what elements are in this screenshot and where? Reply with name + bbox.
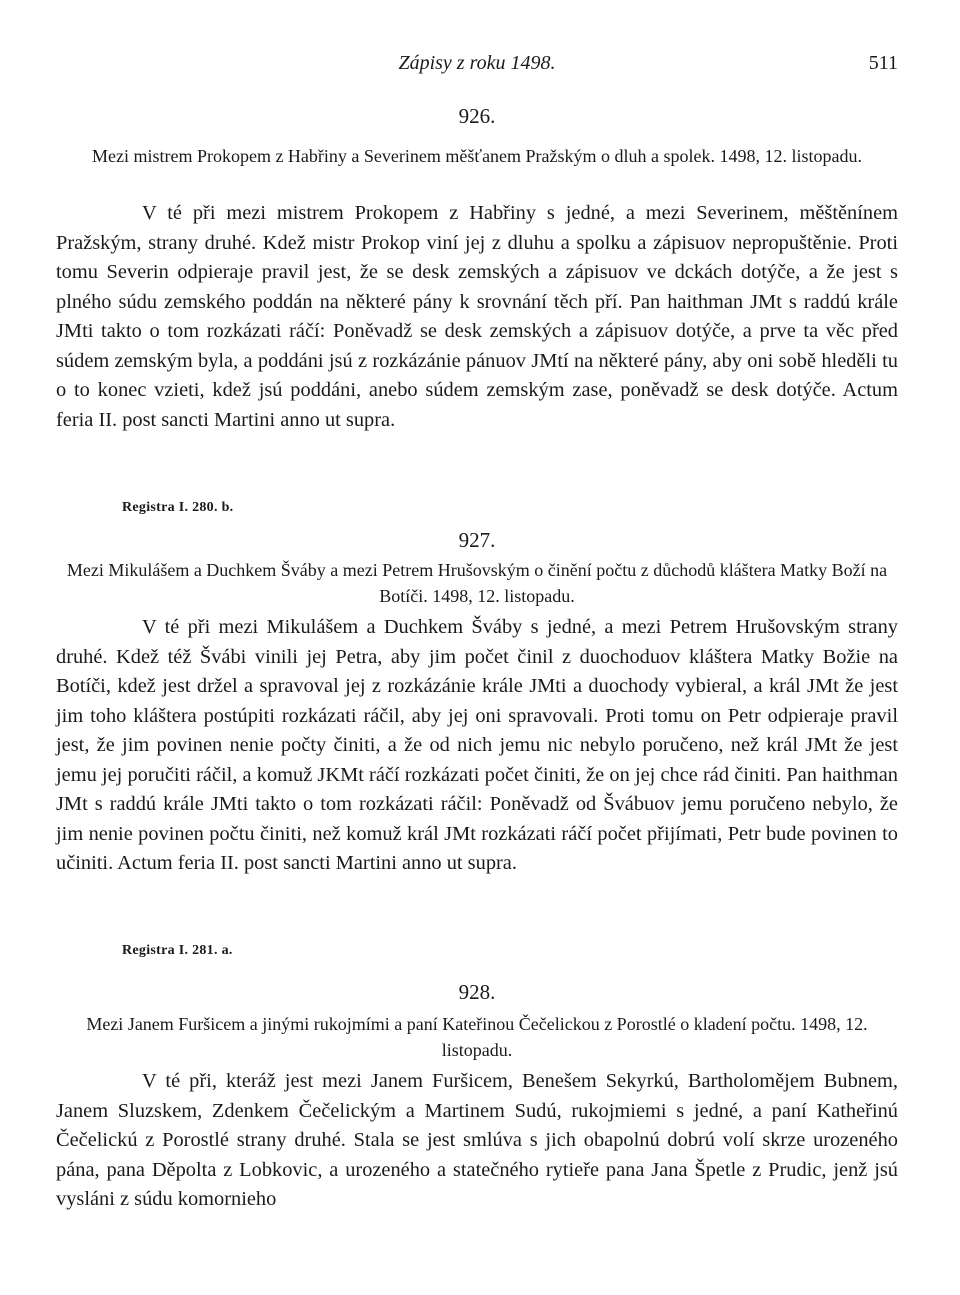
entry-number: 927.	[458, 528, 496, 552]
entry-text: V té při mezi Mikulášem a Duchkem Šváby s jedné, a mezi Petrem Hrušovským strany druhé. Kdež též Švábi vinili jej Petra, aby jim počet činil z duochoduov kláštera Matky Božie na Botíči, kdež jest držel a spravoval jej z rozkázánie krále JMti a duochody vybieral, a král JMt že jest jim toho kláštera postúpiti rozkázati ráčil, aby jej oni spravovali. Proti tomu on Petr odpieraje pravil jest, že jim povinen nenie počty činiti, a že od nich jemu nic nebylo poručeno, než král JMt že jest jemu jej poručiti ráčil, a komuž JKMt ráčí rozkázati počet činiti, že on jej chce rád činiti. Pan haithman JMt s raddú krále JMti takto o tom rozkázati ráčil: Poněvadž od Švábuov jemu poručeno nebylo, že jim nenie povinen počtu činiti, než komuž král JMt rozkázati ráčí počet přijímati, Petr bude povinen to učiniti. Actum feria II. post sancti Martini anno ut supra.	[56, 616, 898, 874]
entry-number: 928.	[458, 980, 496, 1004]
entry-number: 926.	[458, 104, 496, 128]
entry-text: V té při mezi mistrem Prokopem z Habřiny s jedné, a mezi Severinem, měštěnínem Pražským, strany druhé. Kdež mistr Prokop viní jej z dluhu a spolku a zápisuov nepropuštěnie. Proti tomu Severin odpieraje pravil jest, že se desk zemských a zápisuov ve dckách dotýče, a že jest s plného súdu zemského poddán na některé pány k srovnání těch pří. Pan haithman JMt s raddú krále JMti takto o tom rozkázati ráčí: Poněvadž se desk zemských a zápisuov dotýče, a prve ta věc před súdem zemským byla, a poddáni jsú z rozkázánie pánuov JMtí na některé pány, aby oni sobě hleděli tu o to konec vzieti, kdež jsú poddáni, anebo súdem zemským zase, poněvadž se desk dotýče. Actum feria II. post sancti Martini anno ut supra.	[56, 202, 898, 431]
source-reference: Registra I. 281. a.	[122, 943, 233, 958]
source-reference: Registra I. 280. b.	[122, 500, 234, 515]
page-header	[56, 52, 898, 82]
entry-text: V té při, kteráž jest mezi Janem Furšicem, Benešem Sekyrkú, Bartholomějem Bubnem, Janem Sluzskem, Zdenkem Čečelickým a Martinem Sudú, rukojmiemi s jedné, a paní Katheřinú Čečelickú z Porostlé strany druhé. Stala se jest smlúva s jich obapolnú dobrú volí skrze urozeného pána, pana Děpolta z Lobkovic, a urozeného a statečného rytieře pana Jana Špetle z Prudic, jenž jsú vysláni z súdu komornieho	[56, 1070, 898, 1210]
entry-heading: Mezi Mikulášem a Duchkem Šváby a mezi Petrem Hrušovským o činění počtu z důchodů kláštera Matky Boží na Botíči. 1498, 12. listopadu.	[66, 560, 888, 606]
page-number: 511	[868, 52, 898, 74]
running-title: Zápisy z roku 1498.	[398, 52, 556, 74]
entry-heading: Mezi Janem Furšicem a jinými rukojmími a paní Kateřinou Čečelickou z Porostlé o kladení počtu. 1498, 12. listopadu.	[86, 1014, 868, 1060]
entry-heading: Mezi mistrem Prokopem z Habřiny a Severinem měšťanem Pražským o dluh a spolek. 1498, 12. listopadu.	[91, 146, 863, 166]
